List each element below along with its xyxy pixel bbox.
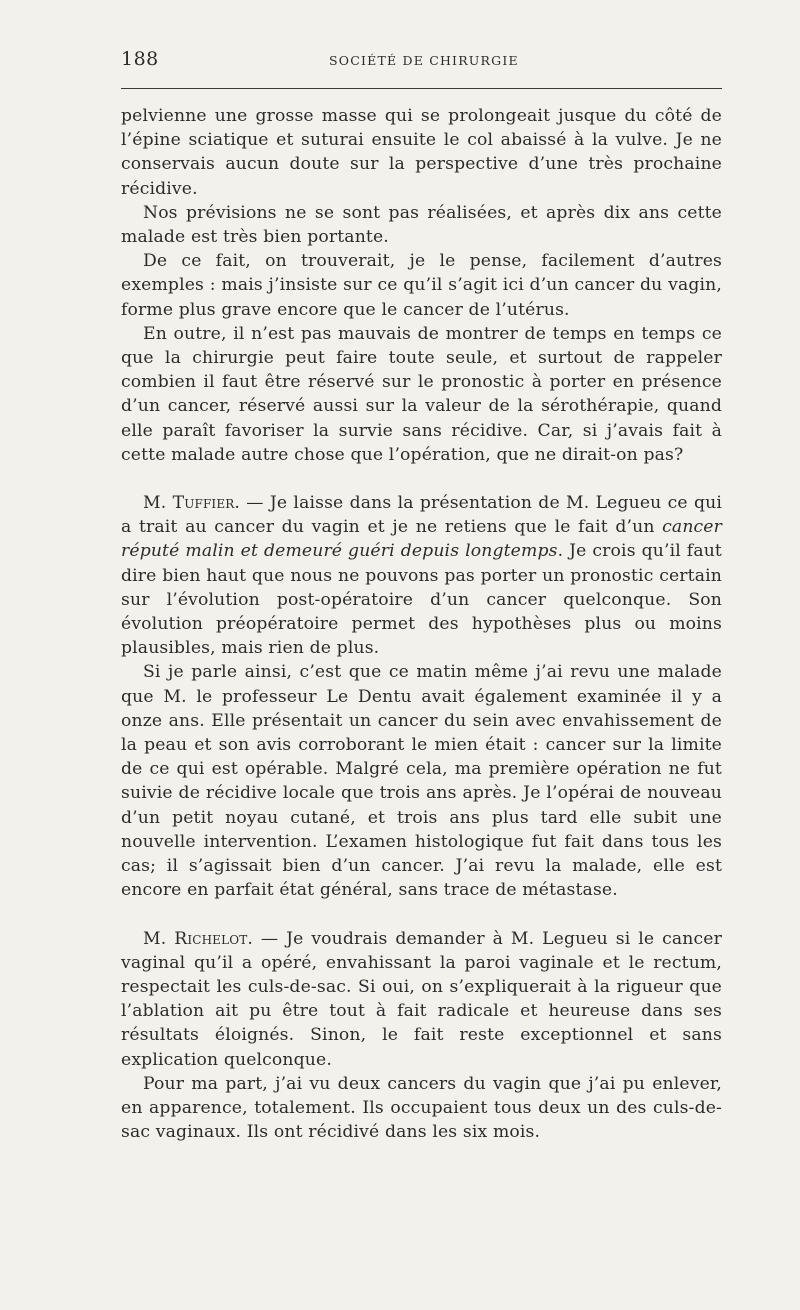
speaker-name: Tuffier <box>172 493 235 514</box>
paragraph-text: . Je crois qu’il faut dire bien haut que nous ne pouvons pas porter un pronostic certain sur l’évolution post-opératoire d’un cancer quelconque. Son évolution préopératoire permet des hypothèses plus ou moins plausibles, mais rien de plus. <box>121 541 722 659</box>
body-text <box>121 104 722 1144</box>
paragraph-text: . — Je laisse dans la présentation de M. Legueu ce qui a trait au cancer du vagin et je ne retiens que le fait d’un <box>121 493 722 538</box>
paragraph: Nos prévisions ne se sont pas réalisées, et après dix ans cette malade est très bien portante. <box>121 202 722 248</box>
paragraph-text: . — Je voudrais demander à M. Legueu si le cancer vaginal qu’il a opéré, envahissant la paroi vaginale et le rectum, respectait les culs-de-sac. Si oui, on s’expliquerait à la rigueur que l’ablation ait pu être tout à fait radicale et heureuse dans ses résultats éloignés. Sinon, le fait reste exceptionnel et sans explication quelconque. <box>121 928 722 1070</box>
paragraph: Si je parle ainsi, c’est que ce matin même j’ai revu une malade que M. le professeur Le Dentu avait également examinée il y a onze ans. Elle présentait un cancer du sein avec envahissement de la peau et son avis corroborant le mien était : cancer sur la limite de ce qui est opérable. Malgré cela, ma première opération ne fut suivie de récidive locale que trois ans après. Je l’opérai de nouveau d’un petit noyau cutané, et trois ans plus tard elle subit une nouvelle intervention. L’examen histologique fut fait dans tous les cas; il s’agissait bien d’un cancer. J’ai revu la malade, elle est encore en parfait état général, sans trace de métastase. <box>121 662 722 901</box>
paragraph: En outre, il n’est pas mauvais de montrer de temps en temps ce que la chirurgie peut faire toute seule, et surtout de rappeler combien il faut être réservé sur le pronostic à porter en présence d’un cancer, réservé aussi sur la valeur de la sérothérapie, quand elle paraît favoriser la survie sans récidive. Car, si j’avais fait à cette malade autre chose que l’opération, que ne dirait-on pas? <box>121 323 722 465</box>
section-gap <box>121 903 722 927</box>
italic-quote: cancer réputé malin et demeuré guéri depuis longtemps <box>121 517 722 562</box>
speaker-prefix: M. <box>143 493 173 514</box>
section-gap <box>121 467 722 491</box>
paragraph-continuation: pelvienne une grosse masse qui se prolongeait jusque du côté de l’épine sciatique et suturai ensuite le col abaissé à la vulve. Je ne conservais aucun doute sur la perspective d’une très prochaine récidive. <box>121 106 722 199</box>
page-number: 188 <box>121 48 159 70</box>
paragraph-richelot <box>121 927 722 1072</box>
speaker-prefix: M. <box>143 928 175 949</box>
page-header <box>121 48 721 72</box>
running-head: SOCIÉTÉ DE CHIRURGIE <box>329 53 519 68</box>
speaker-name: Richelot <box>174 928 248 949</box>
paragraph: Pour ma part, j’ai vu deux cancers du vagin que j’ai pu enlever, en apparence, totalement. Ils occupaient tous deux un des culs-de-sac vaginaux. Ils ont récidivé dans les six mois. <box>121 1073 722 1143</box>
paragraph: De ce fait, on trouverait, je le pense, facilement d’autres exemples : mais j’insiste sur ce qu’il s’agit ici d’un cancer du vagin, forme plus grave encore que le cancer de l’utérus. <box>121 251 722 320</box>
paragraph-tuffier <box>121 491 722 660</box>
header-rule <box>121 88 722 89</box>
